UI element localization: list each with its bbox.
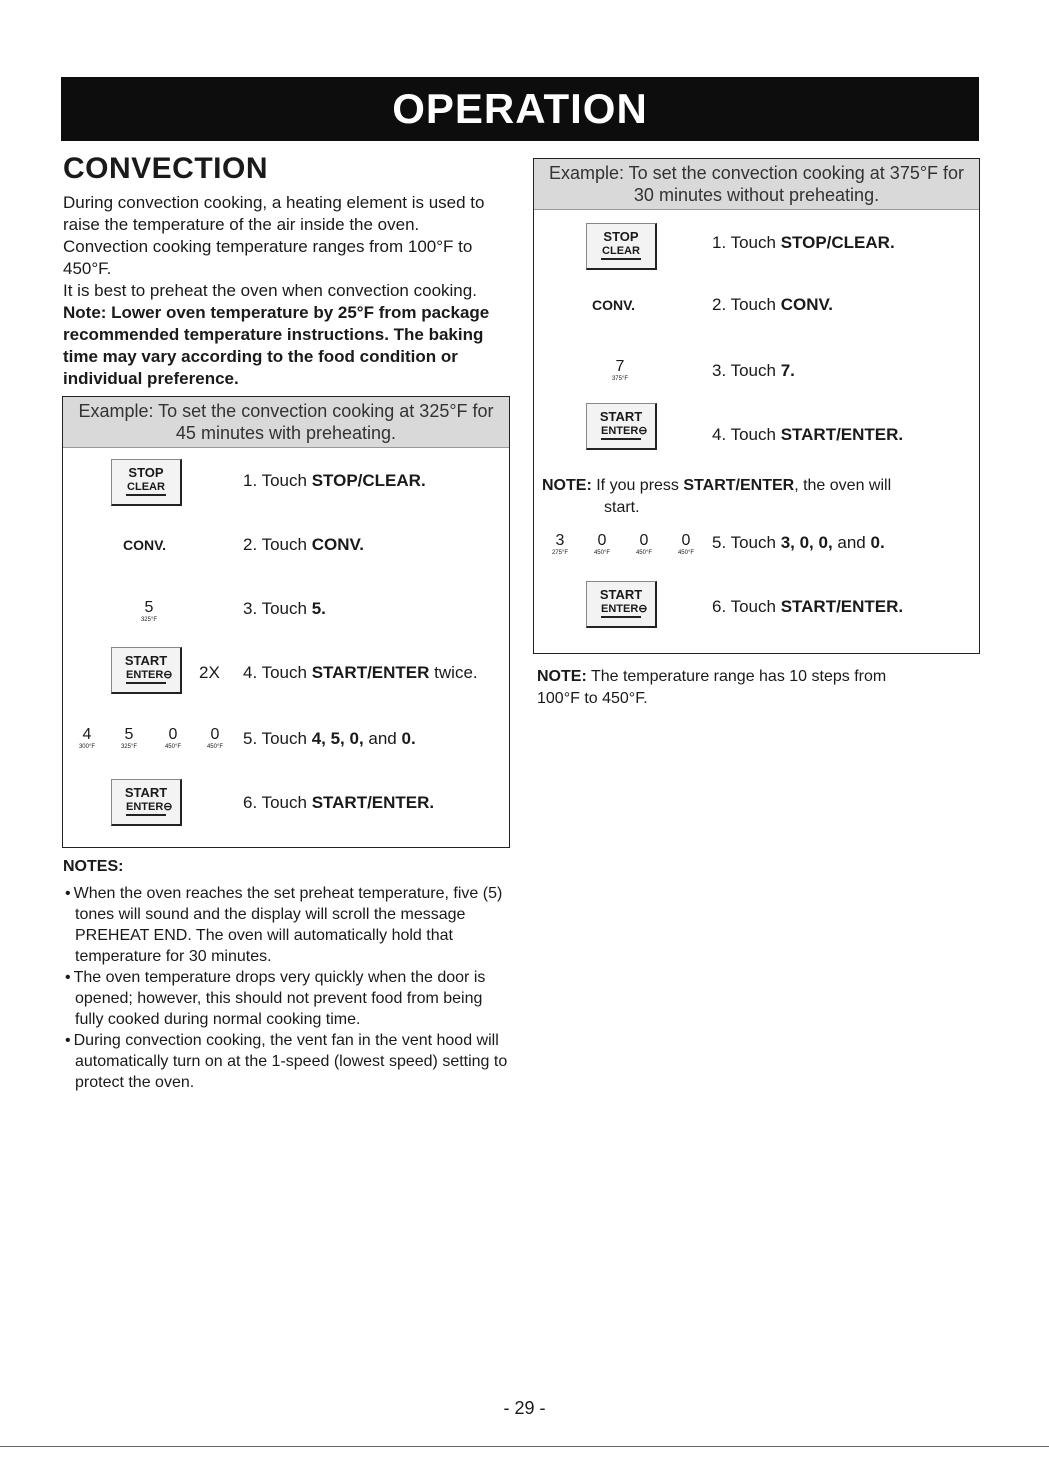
example1-header <box>63 397 509 448</box>
digit-value: 4 <box>82 726 92 743</box>
digit-key <box>131 600 167 624</box>
footer-rule <box>0 1446 1049 1447</box>
step-text: twice. <box>429 663 478 682</box>
intro-text <box>63 192 513 390</box>
example2-header-line: 30 minutes without preheating. <box>633 185 880 205</box>
digit-temp: 300°F <box>78 744 96 750</box>
list-item: • During convection cooking, the vent fan in the vent hood will automatically turn on at the 1-speed (lowest speed) setting to protect the oven. <box>63 1030 513 1093</box>
digit-value: 0 <box>597 532 607 549</box>
digit-value: 3 <box>555 532 565 549</box>
example1-header-line: Example: To set the convection cooking at 325°F for <box>78 401 494 421</box>
digit-value: 5 <box>144 599 154 616</box>
intro-paragraph: It is best to preheat the oven when convection cooking. <box>63 281 477 300</box>
digit-key <box>668 533 704 557</box>
digit-temp: 325°F <box>120 744 138 750</box>
step-text: 6. Touch <box>243 793 312 812</box>
digit-key <box>626 533 662 557</box>
key-label: STOP <box>603 229 639 244</box>
key-label: START <box>599 409 643 424</box>
intro-note: Note: Lower oven temperature by 25°F from package recommended temperature instructions. The baking time may vary according to the food condition or individual preference. <box>63 303 490 388</box>
digit-value: 0 <box>681 532 691 549</box>
list-item: • The oven temperature drops very quickly when the door is opened; however, this should not prevent food from being fully cooked during normal cooking time. <box>63 967 513 1030</box>
note-text: 100°F to 450°F. <box>537 690 648 707</box>
digit-key <box>69 727 105 751</box>
step-key: 0. <box>870 533 885 552</box>
step-text: 2. Touch <box>712 295 781 314</box>
example1-step4 <box>243 663 478 683</box>
note-label: NOTE: <box>542 477 592 494</box>
note-text: , the oven will <box>794 477 892 494</box>
step-text: 4. Touch <box>243 663 312 682</box>
digit-key <box>542 533 578 557</box>
key-label: START <box>124 653 168 668</box>
press-count: 2X <box>199 663 220 682</box>
example1-step3 <box>243 599 326 619</box>
intro-paragraph: Convection cooking temperature ranges from 100°F to 450°F. <box>63 237 473 278</box>
example2-step2 <box>712 295 833 315</box>
key-label: START <box>599 587 643 602</box>
step-key: CONV. <box>311 535 364 554</box>
step-text: 5. Touch <box>712 533 781 552</box>
key-label: STOP <box>128 465 164 480</box>
example1-box <box>62 396 510 848</box>
note-text: start. <box>604 499 640 516</box>
digit-value: 5 <box>124 726 134 743</box>
digit-temp: 450°F <box>164 744 182 750</box>
step-text: 4. Touch <box>712 425 781 444</box>
digit-temp: 275°F <box>551 550 569 556</box>
example2-box <box>533 158 980 654</box>
step-text: 1. Touch <box>243 471 312 490</box>
digit-temp: 450°F <box>635 550 653 556</box>
digit-temp: 375°F <box>611 376 629 382</box>
example1-step2 <box>243 535 364 555</box>
step-text: 2. Touch <box>243 535 312 554</box>
start-enter-key <box>111 779 182 826</box>
step-text: and <box>363 729 402 748</box>
start-enter-key <box>111 647 182 694</box>
note-key: START/ENTER <box>683 477 795 494</box>
step-key: START/ENTER. <box>780 597 904 616</box>
key-label: CLEAR <box>126 480 166 496</box>
digit-value: 0 <box>639 532 649 549</box>
stop-clear-key <box>586 223 657 270</box>
notes-list <box>63 883 513 1093</box>
temperature-range-note <box>537 666 977 710</box>
key-label: ENTER⊖ <box>126 668 166 684</box>
stop-clear-key <box>111 459 182 506</box>
list-item: • When the oven reaches the set preheat temperature, five (5) tones will sound and the display will scroll the message PREHEAT END. The oven will automatically hold that temperature for 30 minutes. <box>63 883 513 967</box>
page-number: - 29 - <box>503 1398 546 1418</box>
step-text: 6. Touch <box>712 597 781 616</box>
step-text: 3. Touch <box>712 361 781 380</box>
step-key: 4, 5, 0, <box>311 729 364 748</box>
conv-key: CONV. <box>123 537 167 553</box>
digit-key <box>584 533 620 557</box>
digit-key <box>602 359 638 383</box>
step-text: 1. Touch <box>712 233 781 252</box>
key-label: ENTER⊖ <box>601 424 641 440</box>
step-key: 5. <box>311 599 326 618</box>
step-key: START/ENTER <box>311 663 430 682</box>
step-text: and <box>832 533 871 552</box>
page-banner: OPERATION <box>61 77 979 141</box>
key-label: CLEAR <box>601 244 641 260</box>
digit-temp: 450°F <box>677 550 695 556</box>
step-key: STOP/CLEAR. <box>780 233 895 252</box>
digit-value: 0 <box>168 726 178 743</box>
example2-step3 <box>712 361 795 381</box>
note-label: NOTE: <box>537 668 587 685</box>
step-text: 5. Touch <box>243 729 312 748</box>
example2-step4 <box>712 425 903 445</box>
notes-title: NOTES: <box>63 858 124 875</box>
digit-temp: 450°F <box>593 550 611 556</box>
step-key: 0. <box>401 729 416 748</box>
step-text: 3. Touch <box>243 599 312 618</box>
key-label: ENTER⊖ <box>126 800 166 816</box>
example2-header-line: Example: To set the convection cooking at 375°F for <box>548 163 965 183</box>
example2-step1 <box>712 233 895 253</box>
key-label: ENTER⊖ <box>601 602 641 618</box>
digit-key <box>197 727 233 751</box>
note-text: The temperature range has 10 steps from <box>586 668 887 685</box>
intro-paragraph: During convection cooking, a heating element is used to raise the temperature of the air inside the oven. <box>63 193 485 234</box>
step-key: 7. <box>780 361 795 380</box>
digit-temp: 325°F <box>140 617 158 623</box>
digit-key <box>155 727 191 751</box>
step-key: START/ENTER. <box>780 425 904 444</box>
start-enter-key <box>586 403 657 450</box>
digit-value: 7 <box>615 358 625 375</box>
digit-temp: 450°F <box>206 744 224 750</box>
step-key: CONV. <box>780 295 833 314</box>
example1-header-line: 45 minutes with preheating. <box>175 423 397 443</box>
example1-step1 <box>243 471 426 491</box>
example2-step5 <box>712 533 885 553</box>
key-label: START <box>124 785 168 800</box>
example2-header <box>534 159 979 210</box>
start-enter-key <box>586 581 657 628</box>
conv-key: CONV. <box>592 297 636 313</box>
example1-step6 <box>243 793 434 813</box>
step-key: 3, 0, 0, <box>780 533 833 552</box>
example2-note <box>542 475 962 519</box>
note-text: If you press <box>591 477 684 494</box>
step-key: START/ENTER. <box>311 793 435 812</box>
section-title: CONVECTION <box>63 152 269 185</box>
example2-step6 <box>712 597 903 617</box>
step-key: STOP/CLEAR. <box>311 471 426 490</box>
digit-key <box>111 727 147 751</box>
example1-step5 <box>243 729 416 749</box>
digit-value: 0 <box>210 726 220 743</box>
